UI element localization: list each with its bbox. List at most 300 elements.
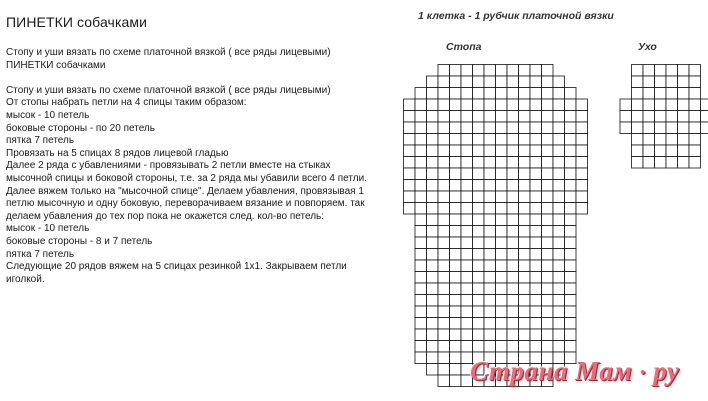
foot-grid-cell [461, 65, 473, 77]
foot-grid-cell [427, 145, 439, 157]
ear-grid-cell [643, 145, 655, 157]
ear-grid-cell [701, 122, 708, 134]
foot-grid-cell [530, 318, 542, 330]
ear-grid-cell [632, 76, 644, 88]
foot-grid-cell [542, 203, 554, 215]
foot-grid-cell [404, 168, 416, 180]
foot-grid-cell [427, 180, 439, 192]
instruction-line: боковые стороны - по 20 петель [6, 122, 155, 134]
foot-grid-cell [530, 249, 542, 261]
foot-grid-cell [507, 134, 519, 146]
foot-grid-cell [427, 237, 439, 249]
foot-grid-cell [427, 306, 439, 318]
instruction-line: мысок - 10 петель [6, 223, 90, 235]
ear-grid-cell [666, 145, 678, 157]
foot-grid-cell [484, 99, 496, 111]
foot-grid-cell [542, 226, 554, 238]
instruction-line: иголкой. [6, 273, 45, 285]
foot-grid-cell [473, 111, 485, 123]
foot-grid-cell [496, 249, 508, 261]
foot-grid-cell [484, 168, 496, 180]
foot-grid-cell [415, 157, 427, 169]
watermark-tld: ру [653, 356, 680, 386]
foot-grid-cell [553, 122, 565, 134]
foot-grid-cell [404, 157, 416, 169]
foot-grid-cell [565, 122, 577, 134]
foot-grid-cell [507, 180, 519, 192]
ear-grid-cell [643, 134, 655, 146]
foot-grid-cell [427, 214, 439, 226]
foot-grid-cell [438, 295, 450, 307]
foot-grid-cell [461, 318, 473, 330]
foot-grid-cell [496, 226, 508, 238]
foot-grid-cell [438, 226, 450, 238]
foot-grid-cell [450, 329, 462, 341]
foot-grid-cell [450, 260, 462, 272]
foot-grid-cell [530, 295, 542, 307]
instruction-line: пятка 7 петель [6, 248, 75, 260]
foot-grid-cell [542, 65, 554, 77]
foot-grid-cell [542, 237, 554, 249]
foot-grid-cell [542, 295, 554, 307]
foot-grid-cell [450, 295, 462, 307]
ear-grid-cell [655, 157, 667, 169]
foot-grid-cell [553, 295, 565, 307]
foot-grid-cell [450, 180, 462, 192]
foot-grid-cell [415, 260, 427, 272]
foot-grid-cell [438, 203, 450, 215]
foot-grid-cell [473, 203, 485, 215]
foot-grid-cell [450, 134, 462, 146]
foot-grid-cell [530, 341, 542, 353]
foot-grid-cell [427, 226, 439, 238]
foot-grid-cell [415, 352, 427, 364]
foot-grid-cell [461, 203, 473, 215]
foot-grid-cell [404, 111, 416, 123]
foot-grid-cell [553, 283, 565, 295]
instruction-line: ПИНЕТКИ собачками [6, 59, 106, 71]
foot-grid-cell [507, 122, 519, 134]
page-title: ПИНЕТКИ собачками [6, 14, 148, 30]
foot-grid-cell [427, 157, 439, 169]
foot-grid-cell [473, 260, 485, 272]
foot-grid-cell [473, 214, 485, 226]
foot-grid-cell [576, 157, 588, 169]
ear-grid-cell [643, 99, 655, 111]
foot-grid-cell [530, 65, 542, 77]
foot-grid-cell [507, 214, 519, 226]
foot-grid-cell [427, 111, 439, 123]
foot-grid-cell [450, 318, 462, 330]
foot-grid-cell [473, 318, 485, 330]
foot-grid-cell [427, 88, 439, 100]
ear-grid-cell [655, 65, 667, 77]
foot-grid-cell [427, 283, 439, 295]
foot-grid-cell [553, 329, 565, 341]
foot-grid-cell [427, 364, 439, 376]
foot-grid-cell [450, 375, 462, 387]
foot-grid-cell [519, 318, 531, 330]
foot-grid-cell [427, 272, 439, 284]
ear-grid-cell [643, 157, 655, 169]
foot-grid-cell [576, 99, 588, 111]
foot-grid-cell [415, 295, 427, 307]
foot-grid-cell [415, 272, 427, 284]
foot-grid-cell [542, 329, 554, 341]
foot-chart-label: Стопа [446, 41, 482, 53]
foot-grid-cell [427, 249, 439, 261]
foot-grid-cell [553, 99, 565, 111]
foot-grid-cell [438, 214, 450, 226]
foot-grid-cell [519, 134, 531, 146]
foot-grid-cell [576, 191, 588, 203]
instruction-line: петлю мысочную и одну боковую, переворачиваем вязание и повпоряем. так [6, 198, 365, 210]
foot-grid-cell [415, 180, 427, 192]
foot-grid-cell [415, 145, 427, 157]
foot-grid-cell [496, 203, 508, 215]
foot-grid-cell [542, 191, 554, 203]
foot-grid-cell [542, 341, 554, 353]
foot-grid-cell [530, 226, 542, 238]
foot-grid-cell [530, 260, 542, 272]
foot-grid-cell [507, 249, 519, 261]
ear-grid-cell [632, 122, 644, 134]
foot-grid-cell [427, 352, 439, 364]
foot-grid-cell [542, 214, 554, 226]
foot-grid-cell [473, 168, 485, 180]
foot-grid-cell [565, 318, 577, 330]
foot-grid-cell [507, 88, 519, 100]
foot-grid-cell [553, 237, 565, 249]
ear-grid-cell [689, 76, 701, 88]
foot-grid-cell [530, 180, 542, 192]
foot-grid-cell [507, 111, 519, 123]
ear-grid-cell [632, 88, 644, 100]
foot-grid-cell [415, 329, 427, 341]
foot-grid-cell [427, 99, 439, 111]
foot-grid-cell [484, 122, 496, 134]
foot-grid-cell [427, 203, 439, 215]
foot-grid-cell [565, 283, 577, 295]
instruction-line: боковые стороны - 8 и 7 петель [6, 235, 153, 247]
foot-grid-cell [519, 180, 531, 192]
foot-grid-cell [438, 375, 450, 387]
foot-grid-cell [415, 283, 427, 295]
foot-grid-cell [450, 65, 462, 77]
ear-grid-cell [678, 111, 690, 123]
foot-grid-cell [450, 122, 462, 134]
foot-grid-cell [438, 306, 450, 318]
foot-grid-cell [519, 341, 531, 353]
foot-grid-cell [450, 99, 462, 111]
foot-grid-cell [450, 226, 462, 238]
foot-grid-cell [461, 111, 473, 123]
foot-grid-cell [484, 145, 496, 157]
foot-grid-cell [496, 237, 508, 249]
foot-grid-cell [553, 76, 565, 88]
foot-grid-cell [565, 203, 577, 215]
foot-grid-cell [565, 88, 577, 100]
foot-grid-cell [519, 168, 531, 180]
instruction-line: Следующие 20 рядов вяжем на 5 спицах резинкой 1х1. Закрываем петли [6, 261, 347, 273]
ear-grid-cell [678, 76, 690, 88]
foot-grid-cell [565, 111, 577, 123]
foot-grid-cell [542, 88, 554, 100]
ear-grid-cell [666, 65, 678, 77]
foot-grid-cell [519, 99, 531, 111]
foot-grid-cell [565, 226, 577, 238]
foot-grid-cell [496, 122, 508, 134]
foot-grid-cell [542, 145, 554, 157]
foot-grid-cell [438, 99, 450, 111]
foot-grid-cell [461, 134, 473, 146]
ear-grid-cell [643, 122, 655, 134]
foot-grid-cell [415, 214, 427, 226]
foot-grid-cell [496, 134, 508, 146]
foot-grid-cell [496, 65, 508, 77]
foot-grid-cell [450, 157, 462, 169]
foot-grid-cell [404, 122, 416, 134]
foot-grid-cell [565, 214, 577, 226]
foot-grid-cell [542, 306, 554, 318]
foot-grid-cell [519, 272, 531, 284]
foot-grid-cell [438, 318, 450, 330]
foot-grid-cell [542, 260, 554, 272]
foot-grid-cell [473, 237, 485, 249]
foot-grid-cell [484, 226, 496, 238]
foot-grid-cell [565, 145, 577, 157]
foot-grid-cell [542, 134, 554, 146]
foot-grid-cell [576, 180, 588, 192]
foot-grid-cell [519, 237, 531, 249]
instruction-line: Провязать на 5 спицах 8 рядов лицевой гладью [6, 147, 229, 159]
foot-grid-cell [530, 157, 542, 169]
foot-grid-cell [438, 341, 450, 353]
foot-grid-cell [576, 122, 588, 134]
foot-grid-cell [565, 191, 577, 203]
foot-grid-cell [530, 134, 542, 146]
foot-grid-cell [553, 272, 565, 284]
foot-grid-cell [484, 214, 496, 226]
foot-grid-cell [473, 122, 485, 134]
foot-grid-cell [427, 329, 439, 341]
foot-grid-cell [450, 76, 462, 88]
foot-grid-cell [519, 226, 531, 238]
foot-grid-cell [519, 65, 531, 77]
foot-grid-cell [415, 318, 427, 330]
foot-grid-cell [565, 260, 577, 272]
ear-grid-cell [655, 76, 667, 88]
foot-grid-cell [507, 145, 519, 157]
ear-grid-cell [666, 76, 678, 88]
foot-grid-cell [450, 88, 462, 100]
foot-grid-cell [461, 76, 473, 88]
ear-grid-cell [620, 111, 632, 123]
foot-grid-cell [450, 352, 462, 364]
foot-grid-cell [404, 145, 416, 157]
foot-grid-cell [553, 318, 565, 330]
foot-grid-cell [415, 168, 427, 180]
foot-grid-cell [473, 191, 485, 203]
foot-grid-cell [450, 203, 462, 215]
foot-grid-cell [530, 329, 542, 341]
foot-grid-cell [461, 214, 473, 226]
foot-grid-cell [438, 249, 450, 261]
foot-grid-cell [473, 341, 485, 353]
foot-grid-cell [438, 122, 450, 134]
foot-grid-cell [507, 329, 519, 341]
foot-grid-cell [496, 283, 508, 295]
foot-grid-cell [565, 99, 577, 111]
foot-grid-cell [450, 249, 462, 261]
foot-grid-cell [473, 295, 485, 307]
ear-grid-cell [655, 122, 667, 134]
foot-grid-cell [461, 295, 473, 307]
foot-grid-cell [415, 226, 427, 238]
foot-grid-cell [496, 329, 508, 341]
foot-grid-cell [530, 306, 542, 318]
foot-grid-cell [438, 76, 450, 88]
foot-grid-cell [530, 168, 542, 180]
foot-grid-cell [576, 134, 588, 146]
foot-grid-cell [473, 88, 485, 100]
instruction-line: пятка 7 петель [6, 135, 75, 147]
foot-grid-cell [415, 237, 427, 249]
foot-grid-cell [484, 237, 496, 249]
foot-grid-cell [438, 88, 450, 100]
foot-grid-cell [473, 329, 485, 341]
foot-grid-cell [553, 341, 565, 353]
foot-grid-cell [484, 318, 496, 330]
foot-grid-cell [530, 237, 542, 249]
foot-grid-cell [507, 99, 519, 111]
foot-grid-cell [484, 157, 496, 169]
foot-grid-cell [461, 341, 473, 353]
foot-grid-cell [415, 134, 427, 146]
foot-grid-cell [461, 168, 473, 180]
foot-grid-cell [450, 341, 462, 353]
watermark-dot: · [639, 360, 647, 386]
foot-grid-cell [519, 249, 531, 261]
foot-grid-cell [530, 272, 542, 284]
foot-grid-cell [565, 329, 577, 341]
foot-grid-cell [496, 341, 508, 353]
foot-grid-cell [484, 249, 496, 261]
foot-grid-cell [427, 260, 439, 272]
foot-grid-cell [473, 134, 485, 146]
foot-grid-cell [461, 180, 473, 192]
foot-grid-cell [404, 99, 416, 111]
foot-grid-cell [553, 111, 565, 123]
foot-grid-cell [461, 283, 473, 295]
foot-grid-cell [484, 329, 496, 341]
ear-grid-cell [689, 111, 701, 123]
ear-grid-cell [655, 99, 667, 111]
foot-grid-cell [484, 260, 496, 272]
ear-grid-cell [689, 145, 701, 157]
foot-grid-cell [565, 168, 577, 180]
foot-grid-cell [438, 352, 450, 364]
foot-grid-cell [565, 180, 577, 192]
foot-grid-cell [473, 226, 485, 238]
foot-grid-cell [496, 180, 508, 192]
foot-grid-cell [542, 111, 554, 123]
foot-grid-cell [438, 111, 450, 123]
foot-grid-cell [438, 191, 450, 203]
foot-grid-cell [415, 249, 427, 261]
ear-grid-cell [689, 157, 701, 169]
foot-grid-cell [530, 214, 542, 226]
foot-grid [404, 65, 588, 387]
foot-grid-cell [461, 260, 473, 272]
foot-grid-cell [507, 76, 519, 88]
foot-grid-cell [404, 191, 416, 203]
foot-grid-cell [461, 306, 473, 318]
foot-grid-cell [438, 364, 450, 376]
foot-grid-cell [461, 249, 473, 261]
foot-grid-cell [576, 111, 588, 123]
foot-grid-cell [553, 180, 565, 192]
ear-grid-cell [643, 111, 655, 123]
foot-grid-cell [542, 283, 554, 295]
foot-grid-cell [484, 111, 496, 123]
foot-grid-cell [450, 272, 462, 284]
ear-grid-cell [643, 88, 655, 100]
foot-grid-cell [438, 168, 450, 180]
foot-grid-cell [484, 191, 496, 203]
foot-grid-cell [507, 272, 519, 284]
foot-grid-cell [415, 111, 427, 123]
ear-grid-cell [689, 99, 701, 111]
foot-grid-cell [507, 341, 519, 353]
foot-grid-cell [507, 306, 519, 318]
ear-grid-cell [632, 111, 644, 123]
foot-grid-cell [438, 237, 450, 249]
foot-grid-cell [553, 191, 565, 203]
foot-grid-cell [507, 295, 519, 307]
foot-grid-cell [530, 99, 542, 111]
foot-grid-cell [415, 99, 427, 111]
instruction-line: Далее 2 ряда с убавлениями - провязывать 2 петли вместе на стыках [6, 160, 331, 172]
foot-grid-cell [496, 318, 508, 330]
foot-grid-cell [565, 237, 577, 249]
foot-grid-cell [553, 249, 565, 261]
foot-grid-cell [473, 76, 485, 88]
foot-grid-cell [496, 145, 508, 157]
foot-grid-cell [484, 76, 496, 88]
foot-grid-cell [484, 306, 496, 318]
foot-grid-cell [565, 295, 577, 307]
ear-grid-cell [678, 157, 690, 169]
foot-grid-cell [461, 237, 473, 249]
foot-grid-cell [484, 180, 496, 192]
foot-grid-cell [484, 65, 496, 77]
foot-grid-cell [450, 168, 462, 180]
foot-grid-cell [507, 226, 519, 238]
foot-grid-cell [507, 283, 519, 295]
foot-grid-cell [542, 180, 554, 192]
foot-grid-cell [496, 111, 508, 123]
ear-grid-cell [632, 134, 644, 146]
ear-grid-cell [666, 88, 678, 100]
ear-grid-cell [666, 134, 678, 146]
foot-grid-cell [450, 111, 462, 123]
foot-grid-cell [542, 249, 554, 261]
foot-grid-cell [553, 203, 565, 215]
foot-grid-cell [519, 203, 531, 215]
foot-grid-cell [530, 111, 542, 123]
foot-grid-cell [542, 272, 554, 284]
